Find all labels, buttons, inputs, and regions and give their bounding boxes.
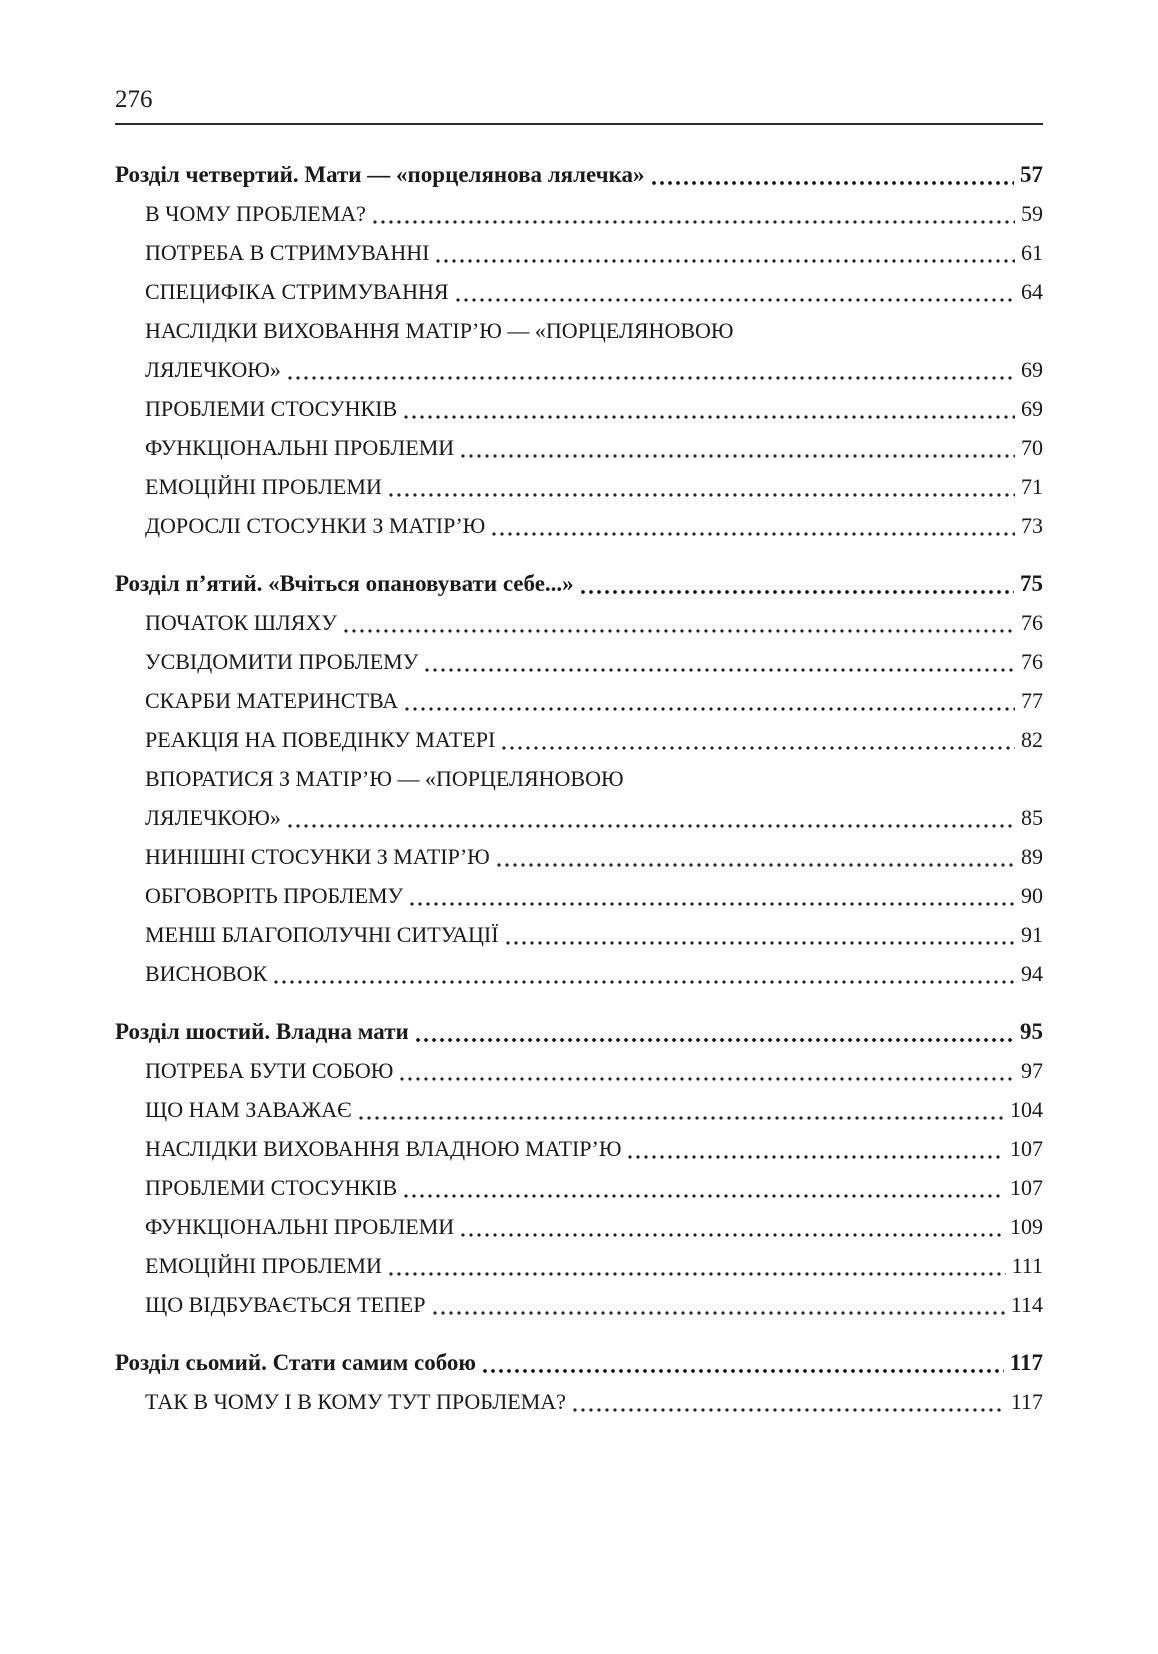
entry-last-line <box>115 564 1043 603</box>
entry-label: Розділ четвертий. Мати — «порцелянова лялечка» <box>115 162 645 187</box>
toc-sub-entry <box>115 603 1043 642</box>
entry-label: Розділ п’ятий. «Вчіться опановувати себе...» <box>115 571 574 596</box>
entry-last-line <box>145 603 1043 642</box>
entry-page: 69 <box>1021 396 1043 421</box>
entry-last-line <box>145 798 1043 837</box>
entry-label: ПОТРЕБА В СТРИМУВАННІ <box>145 240 430 265</box>
dot-leader <box>650 179 1014 187</box>
toc-sub-entry <box>115 1090 1043 1129</box>
entry-page: 91 <box>1021 922 1043 947</box>
dot-leader <box>571 1406 1005 1414</box>
dot-leader <box>387 1270 1006 1278</box>
dot-leader <box>414 1036 1014 1044</box>
entry-page: 107 <box>1010 1175 1043 1200</box>
entry-label: НИНІШНІ СТОСУНКИ З МАТІР’Ю <box>145 844 490 869</box>
entry-label: НАСЛІДКИ ВИХОВАННЯ ВЛАДНОЮ МАТІР’Ю <box>145 1136 622 1161</box>
entry-page: 59 <box>1021 201 1043 226</box>
toc-sub-entry <box>115 467 1043 506</box>
toc-sub-entry <box>115 233 1043 272</box>
toc-sub-entry <box>115 506 1043 545</box>
entry-label: РЕАКЦІЯ НА ПОВЕДІНКУ МАТЕРІ <box>145 727 496 752</box>
dot-leader <box>371 218 1015 226</box>
entry-last-line <box>145 1051 1043 1090</box>
entry-label: ПОТРЕБА БУТИ СОБОЮ <box>145 1058 394 1083</box>
entry-label: ФУНКЦІОНАЛЬНІ ПРОБЛЕМИ <box>145 1214 455 1239</box>
dot-leader <box>626 1153 1004 1161</box>
entry-page: 94 <box>1021 961 1043 986</box>
entry-last-line <box>145 389 1043 428</box>
toc-chapter-entry <box>115 564 1043 603</box>
toc-sub-entry <box>115 1382 1043 1421</box>
toc-sub-entry <box>115 1168 1043 1207</box>
entry-page: 61 <box>1021 240 1043 265</box>
toc <box>115 155 1043 1421</box>
entry-last-line <box>145 272 1043 311</box>
entry-page: 76 <box>1021 649 1043 674</box>
entry-page: 71 <box>1021 474 1043 499</box>
entry-last-line <box>145 681 1043 720</box>
dot-leader <box>402 1192 1004 1200</box>
toc-sub-entry <box>115 837 1043 876</box>
dot-leader <box>504 939 1015 947</box>
entry-last-line <box>145 720 1043 759</box>
toc-sub-entry <box>115 681 1043 720</box>
toc-sub-entry <box>115 1129 1043 1168</box>
entry-label: ЩО НАМ ЗАВАЖАЄ <box>145 1097 352 1122</box>
toc-sub-entry <box>115 194 1043 233</box>
entry-page: 64 <box>1021 279 1043 304</box>
dot-leader <box>459 1231 1004 1239</box>
entry-last-line <box>145 1129 1043 1168</box>
toc-sub-entry <box>115 1285 1043 1324</box>
page-number: 276 <box>115 86 153 113</box>
entry-page: 90 <box>1021 883 1043 908</box>
dot-leader <box>342 627 1015 635</box>
entry-label: СПЕЦИФІКА СТРИМУВАННЯ <box>145 279 449 304</box>
entry-label: ДОРОСЛІ СТОСУНКИ З МАТІР’Ю <box>145 513 486 538</box>
entry-page: 89 <box>1021 844 1043 869</box>
toc-section <box>115 1012 1043 1324</box>
toc-section <box>115 155 1043 545</box>
toc-sub-entry <box>115 1246 1043 1285</box>
entry-label: ЩО ВІДБУВАЄТЬСЯ ТЕПЕР <box>145 1292 426 1317</box>
entry-last-line <box>145 1168 1043 1207</box>
toc-section <box>115 564 1043 993</box>
entry-last-line <box>145 954 1043 993</box>
entry-last-line <box>145 1207 1043 1246</box>
dot-leader <box>490 530 1015 538</box>
entry-last-line <box>145 233 1043 272</box>
entry-label: ЕМОЦІЙНІ ПРОБЛЕМИ <box>145 1253 382 1278</box>
entry-last-line <box>115 1343 1043 1382</box>
dot-leader <box>454 296 1015 304</box>
entry-page: 73 <box>1021 513 1043 538</box>
entry-last-line <box>115 1012 1043 1051</box>
entry-page: 76 <box>1021 610 1043 635</box>
entry-page: 107 <box>1010 1136 1043 1161</box>
entry-page: 85 <box>1021 805 1043 830</box>
entry-page: 57 <box>1020 162 1043 187</box>
entry-last-line <box>145 194 1043 233</box>
dot-leader <box>402 413 1015 421</box>
entry-page: 117 <box>1009 1350 1043 1375</box>
toc-sub-entry <box>115 915 1043 954</box>
entry-last-line <box>145 837 1043 876</box>
dot-leader <box>387 491 1015 499</box>
toc-chapter-entry <box>115 1012 1043 1051</box>
toc-sub-entry <box>115 876 1043 915</box>
dot-leader <box>495 861 1015 869</box>
entry-page: 117 <box>1010 1389 1043 1414</box>
entry-label: УСВІДОМИТИ ПРОБЛЕМУ <box>145 649 419 674</box>
entry-page: 70 <box>1021 435 1043 460</box>
dot-leader <box>500 744 1015 752</box>
toc-sub-entry <box>115 428 1043 467</box>
entry-label: ЛЯЛЕЧКОЮ» <box>145 805 281 830</box>
entry-page: 104 <box>1010 1097 1043 1122</box>
entry-page: 69 <box>1021 357 1043 382</box>
dot-leader <box>423 666 1015 674</box>
entry-last-line <box>145 1382 1043 1421</box>
entry-last-line <box>145 428 1043 467</box>
entry-label: ОБГОВОРІТЬ ПРОБЛЕМУ <box>145 883 404 908</box>
toc-sub-entry <box>115 954 1043 993</box>
entry-label: МЕНШ БЛАГОПОЛУЧНІ СИТУАЦІЇ <box>145 922 499 947</box>
entry-last-line <box>145 1090 1043 1129</box>
dot-leader <box>579 588 1014 596</box>
entry-label: ПРОБЛЕМИ СТОСУНКІВ <box>145 1175 398 1200</box>
entry-last-line <box>145 350 1043 389</box>
toc-sub-entry <box>115 1051 1043 1090</box>
entry-label: ФУНКЦІОНАЛЬНІ ПРОБЛЕМИ <box>145 435 455 460</box>
entry-label: Розділ сьомий. Стати самим собою <box>115 1350 476 1375</box>
entry-page: 95 <box>1020 1019 1043 1044</box>
entry-page: 114 <box>1010 1292 1043 1317</box>
dot-leader <box>286 822 1015 830</box>
entry-page: 75 <box>1020 571 1043 596</box>
toc-sub-entry <box>115 389 1043 428</box>
entry-last-line <box>145 1285 1043 1324</box>
dot-leader <box>286 374 1015 382</box>
entry-last-line <box>115 155 1043 194</box>
entry-page: 82 <box>1021 727 1043 752</box>
entry-wrap-line: ВПОРАТИСЯ З МАТІР’Ю — «ПОРЦЕЛЯНОВОЮ <box>145 766 624 791</box>
dot-leader <box>357 1114 1004 1122</box>
dot-leader <box>431 1309 1005 1317</box>
toc-sub-entry <box>115 759 1043 837</box>
entry-last-line <box>145 506 1043 545</box>
header-rule <box>115 123 1043 125</box>
entry-last-line <box>145 915 1043 954</box>
dot-leader <box>398 1075 1015 1083</box>
dot-leader <box>403 705 1015 713</box>
entry-label: СКАРБИ МАТЕРИНСТВА <box>145 688 399 713</box>
toc-sub-entry <box>115 272 1043 311</box>
entry-label: В ЧОМУ ПРОБЛЕМА? <box>145 201 366 226</box>
entry-page: 109 <box>1010 1214 1043 1239</box>
dot-leader <box>272 978 1015 986</box>
entry-label: ТАК В ЧОМУ І В КОМУ ТУТ ПРОБЛЕМА? <box>145 1389 566 1414</box>
entry-label: ЕМОЦІЙНІ ПРОБЛЕМИ <box>145 474 382 499</box>
entry-label: ЛЯЛЕЧКОЮ» <box>145 357 281 382</box>
entry-wrap-line: НАСЛІДКИ ВИХОВАННЯ МАТІР’Ю — «ПОРЦЕЛЯНОВОЮ <box>145 318 734 343</box>
entry-last-line <box>145 467 1043 506</box>
toc-section <box>115 1343 1043 1421</box>
toc-sub-entry <box>115 311 1043 389</box>
entry-page: 77 <box>1021 688 1043 713</box>
entry-last-line <box>145 1246 1043 1285</box>
dot-leader <box>481 1367 1004 1375</box>
dot-leader <box>434 257 1015 265</box>
entry-page: 111 <box>1011 1253 1043 1278</box>
toc-chapter-entry <box>115 1343 1043 1382</box>
entry-last-line <box>145 642 1043 681</box>
toc-chapter-entry <box>115 155 1043 194</box>
toc-sub-entry <box>115 642 1043 681</box>
entry-label: ПОЧАТОК ШЛЯХУ <box>145 610 337 635</box>
toc-sub-entry <box>115 1207 1043 1246</box>
dot-leader <box>408 900 1015 908</box>
entry-label: Розділ шостий. Владна мати <box>115 1019 409 1044</box>
entry-label: ПРОБЛЕМИ СТОСУНКІВ <box>145 396 398 421</box>
entry-page: 97 <box>1021 1058 1043 1083</box>
entry-last-line <box>145 876 1043 915</box>
entry-label: ВИСНОВОК <box>145 961 268 986</box>
dot-leader <box>459 452 1015 460</box>
toc-sub-entry <box>115 720 1043 759</box>
